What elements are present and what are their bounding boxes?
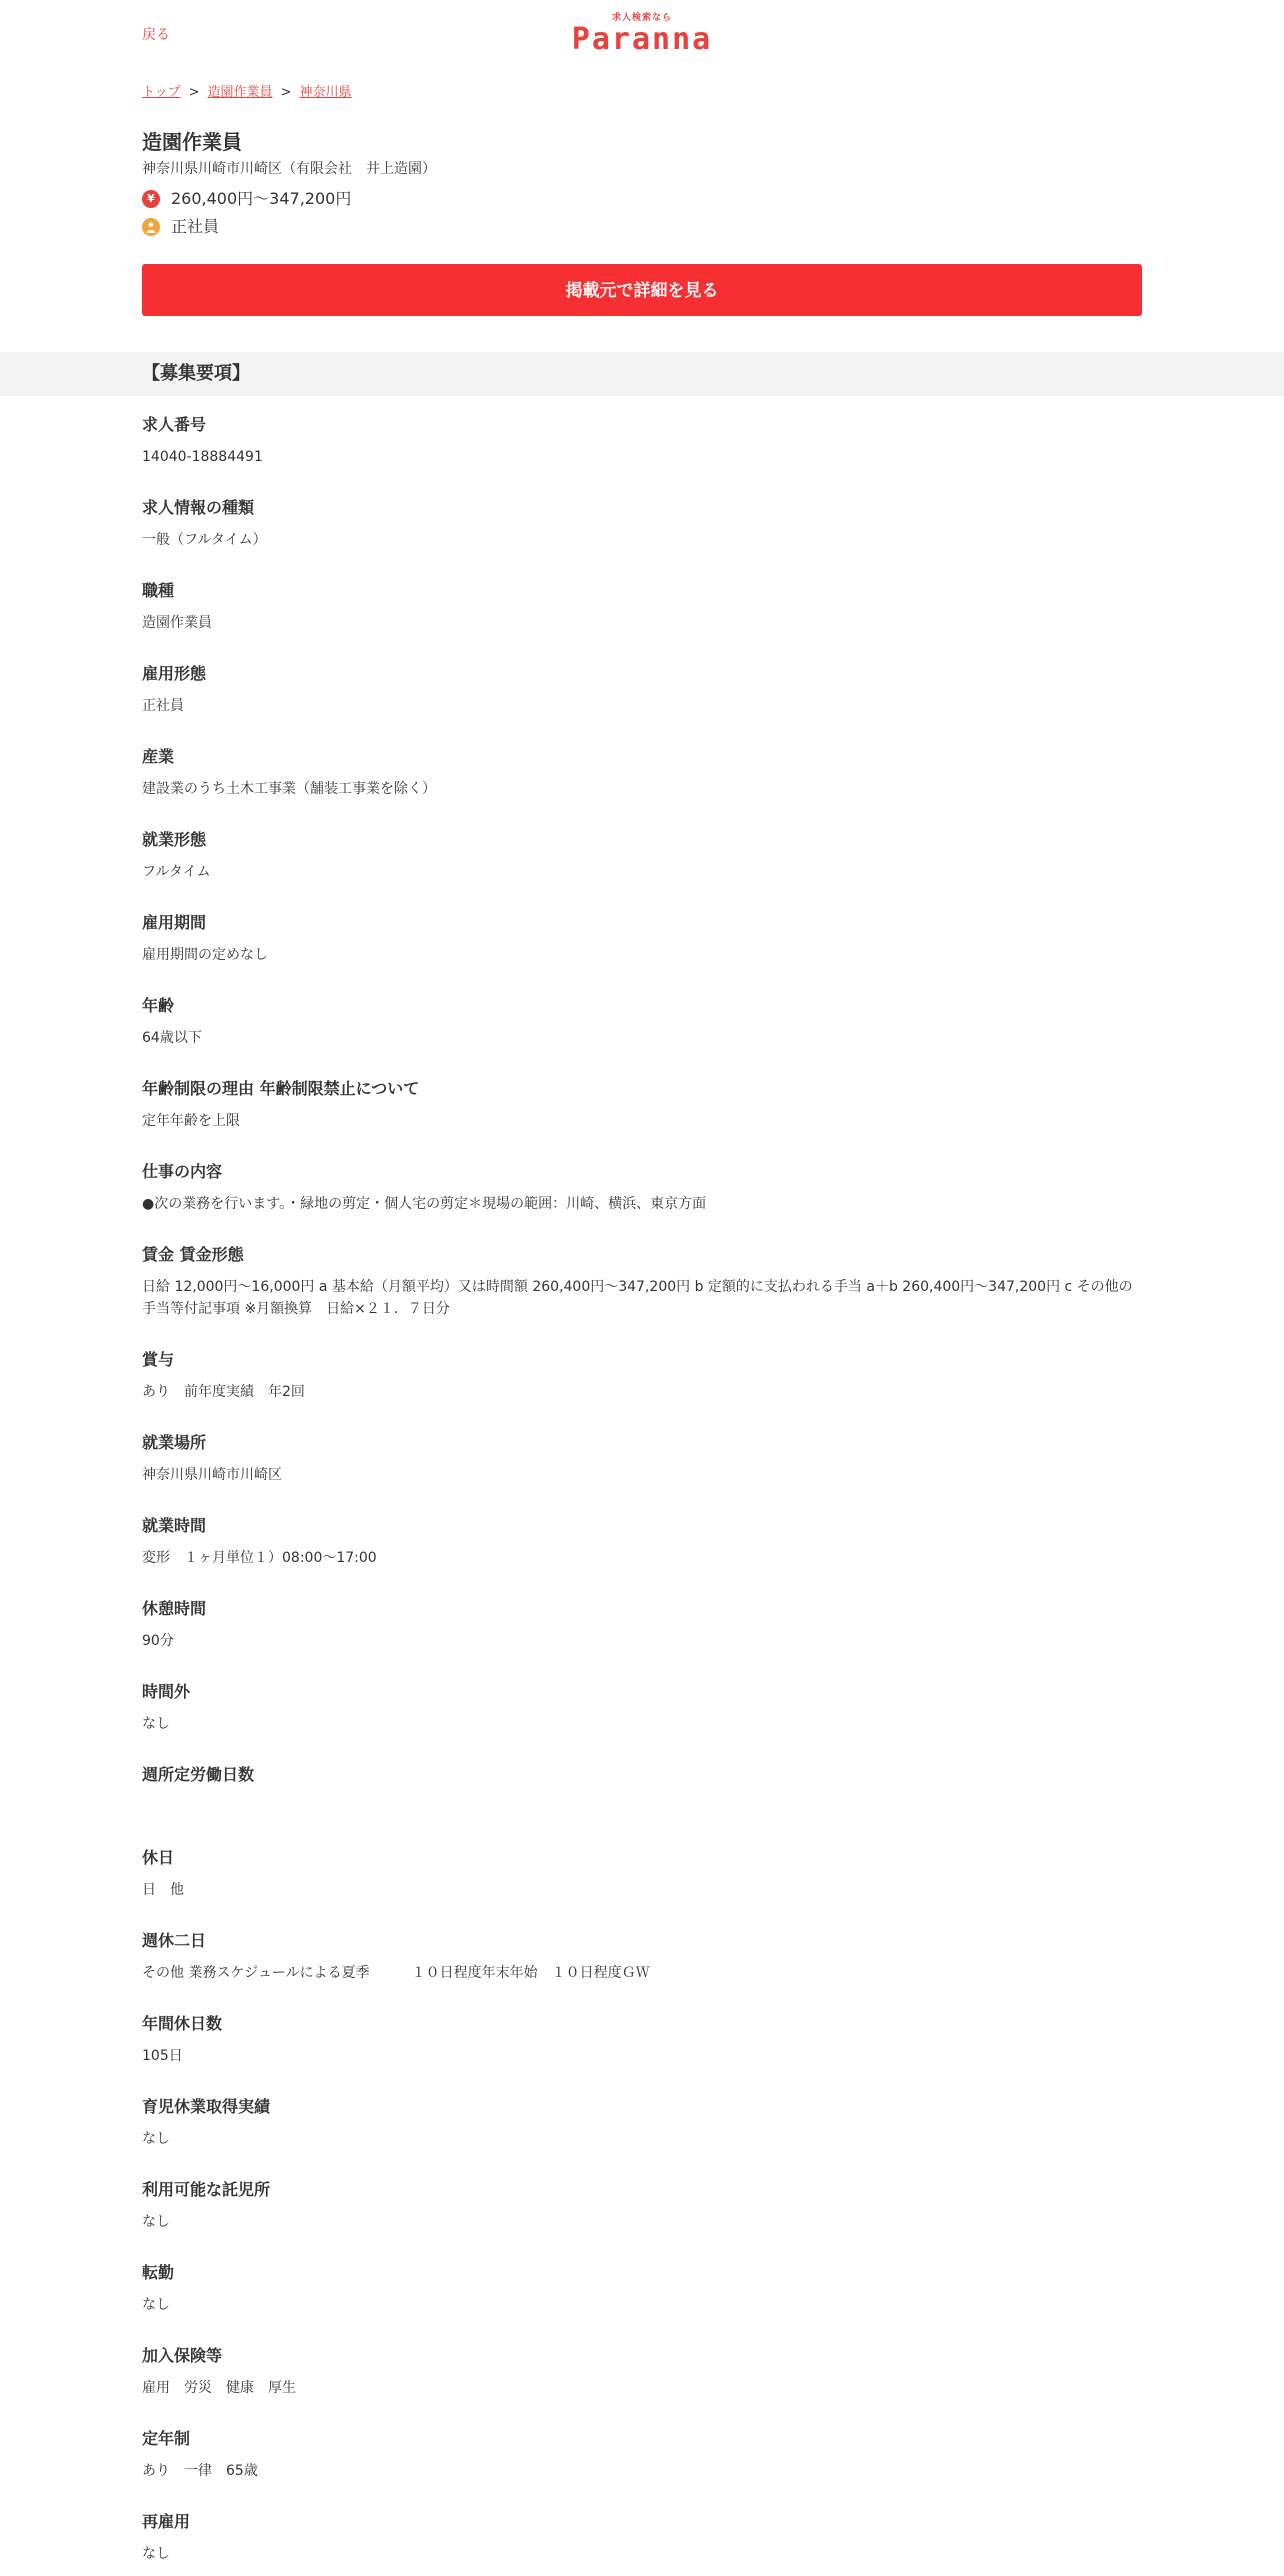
requirement-item [142,746,1142,811]
requirement-item [142,1598,1142,1663]
requirement-label: 就業場所 [142,1433,207,1452]
requirement-value: 雇用期間の定めなし [142,947,268,963]
requirement-label: 職種 [142,581,175,600]
requirement-label: 就業形態 [142,830,207,849]
requirement-item [142,1349,1142,1414]
requirement-label: 求人情報の種類 [142,498,255,517]
requirement-label: 加入保険等 [142,2346,223,2365]
requirement-value: ●次の業務を行います。・緑地の剪定・個人宅の剪定＊現場の範囲：川崎、横浜、東京方面 [142,1196,707,1212]
requirement-value: 建設業のうち土木工事業（舗装工事業を除く） [142,781,436,797]
salary-text: 260,400円～347,200円 [171,189,352,208]
requirement-value: 正社員 [142,698,184,714]
job-title: 造園作業員 [142,130,242,154]
requirement-label: 年間休日数 [142,2014,223,2033]
requirement-label: 年齢制限の理由 年齢制限禁止について [142,1079,420,1098]
requirement-item [142,2262,1142,2327]
requirement-label: 定年制 [142,2429,191,2448]
requirement-value: なし [142,1716,170,1732]
salary-row [142,188,1142,210]
requirement-item [142,1681,1142,1746]
requirement-label: 雇用期間 [142,913,207,932]
requirement-value: あり 前年度実績 年2回 [142,1384,305,1400]
logo-tagline: 求人検索なら [611,13,672,23]
requirement-item [142,2096,1142,2161]
person-icon [142,218,160,236]
requirement-value: 105日 [142,2048,183,2064]
requirement-item [142,1244,1142,1331]
requirement-label: 週休二日 [142,1931,207,1950]
requirement-item [142,1515,1142,1580]
yen-icon: ¥ [142,190,160,208]
requirement-item [142,1161,1142,1226]
requirement-item [142,1847,1142,1912]
requirement-value: 日給 12,000円～16,000円 a 基本給（月額平均）又は時間額 260,400円～347,200円 b 定額的に支払われる手当 a＋b 260,400円～347,200円 c その他の手当等付記事項 ※月額換算 日給×２１．７日分 [142,1279,1133,1317]
requirement-label: 仕事の内容 [142,1162,223,1181]
requirement-label: 就業時間 [142,1516,207,1535]
requirement-label: 雇用形態 [142,664,207,683]
section-header: 【募集要項】 [0,352,1284,396]
requirement-value: なし [142,2131,170,2147]
requirement-item [142,1930,1142,1995]
requirement-item [142,1764,1142,1829]
requirement-label: 利用可能な託児所 [142,2180,271,2199]
requirement-item [142,1432,1142,1497]
breadcrumb-item-prefecture[interactable]: 神奈川県 [299,85,352,100]
requirement-item [142,2345,1142,2410]
requirement-value: 神奈川県川崎市川崎区 [142,1467,282,1483]
requirement-value: なし [142,2214,170,2230]
breadcrumb-separator: > [188,85,200,100]
requirement-value: 一般（フルタイム） [142,532,267,548]
requirement-item [142,829,1142,894]
requirements-list [0,414,1284,2576]
requirement-label: 賞与 [142,1350,175,1369]
requirement-label: 再雇用 [142,2512,191,2531]
requirement-label: 賃金 賃金形態 [142,1245,244,1264]
requirement-value: 日 他 [142,1882,184,1898]
back-link[interactable]: 戻る [142,27,170,43]
requirement-item [142,2511,1142,2576]
requirement-value: 90分 [142,1633,174,1649]
requirement-item [142,2428,1142,2493]
requirement-value: 造園作業員 [142,615,212,631]
requirement-value: あり 一律 65歳 [142,2463,258,2479]
company-location: 神奈川県川崎市川崎区（有限会社 井上造園） [142,161,436,177]
requirement-item [142,995,1142,1060]
breadcrumb [142,84,1142,102]
requirement-value: 64歳以下 [142,1030,202,1046]
breadcrumb-item-top[interactable]: トップ [142,85,181,100]
requirement-label: 週所定労働日数 [142,1765,255,1784]
logo[interactable] [0,12,1284,56]
view-source-button[interactable]: 掲載元で詳細を見る [142,264,1142,316]
requirement-value: 定年年齢を上限 [142,1113,240,1129]
requirement-item [142,663,1142,728]
requirement-value: その他 業務スケジュールによる夏季 １０日程度年末年始 １０日程度ＧＷ [142,1965,650,1981]
requirement-value [142,1796,1142,1818]
header [0,0,1284,64]
employment-type-text: 正社員 [171,217,220,236]
requirement-label: 求人番号 [142,415,207,434]
logo-name: Paranna [571,22,713,57]
requirement-value: フルタイム [142,864,211,880]
job-summary [0,84,1284,316]
requirement-value: 14040-18884491 [142,449,263,465]
requirement-item [142,2013,1142,2078]
requirement-item [142,580,1142,645]
requirement-label: 年齢 [142,996,175,1015]
requirement-item [142,912,1142,977]
requirement-item [142,414,1142,479]
requirement-item [142,2179,1142,2244]
requirement-label: 育児休業取得実績 [142,2097,271,2116]
employment-row [142,216,1142,238]
requirement-label: 休憩時間 [142,1599,207,1618]
requirement-label: 休日 [142,1848,175,1867]
requirement-value: なし [142,2546,170,2562]
breadcrumb-separator: > [280,85,292,100]
requirement-label: 産業 [142,747,175,766]
requirement-value: 変形 １ヶ月単位１）08:00～17:00 [142,1550,377,1566]
requirement-label: 転勤 [142,2263,175,2282]
requirement-item [142,1078,1142,1143]
requirement-value: 雇用 労災 健康 厚生 [142,2380,296,2396]
breadcrumb-item-category[interactable]: 造園作業員 [207,85,273,100]
requirement-value: なし [142,2297,170,2313]
requirement-label: 時間外 [142,1682,191,1701]
requirement-item [142,497,1142,562]
